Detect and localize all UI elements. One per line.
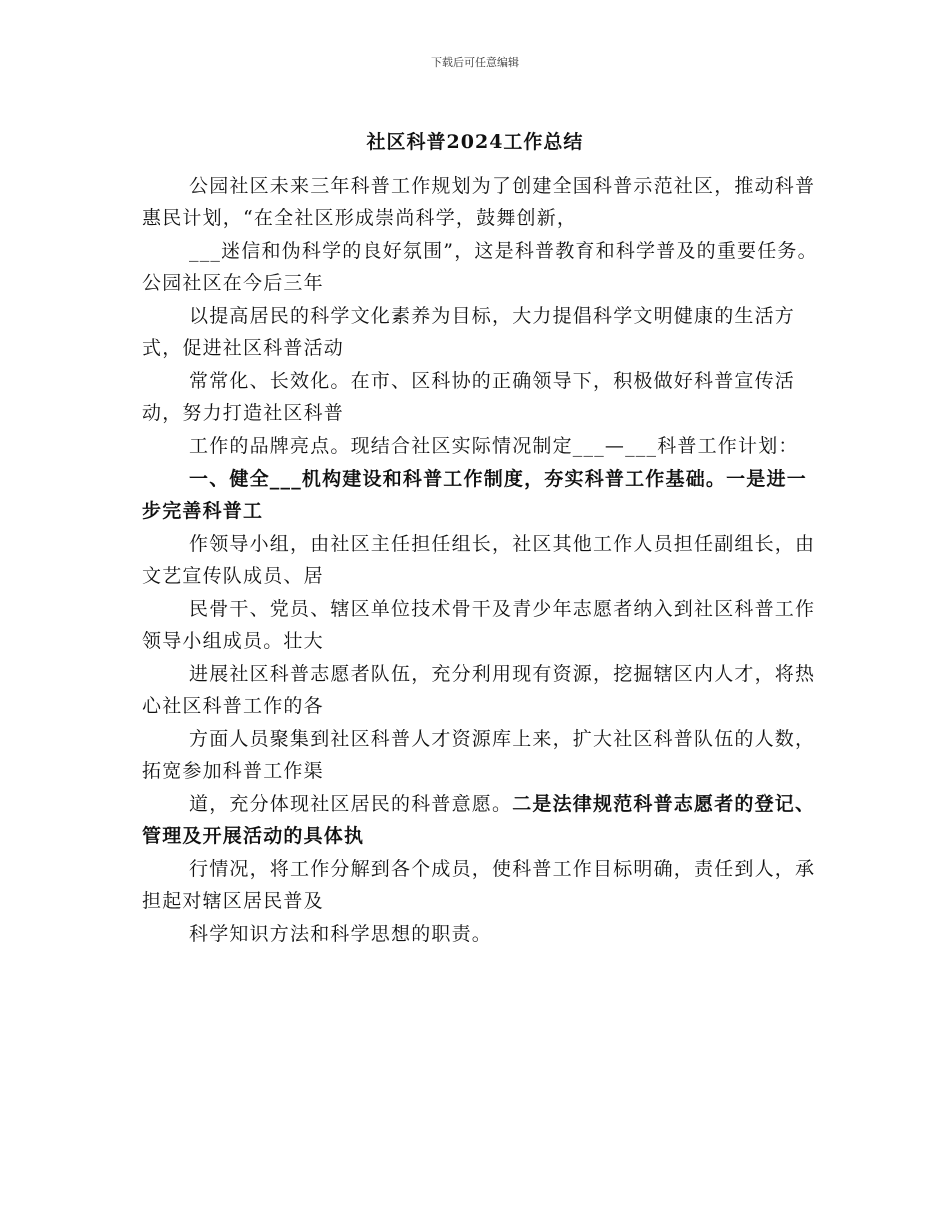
paragraph-mixed [142,788,822,852]
paragraph-text: 道，充分体现社区居民的科普意愿。 [189,793,513,815]
paragraph: 进展社区科普志愿者队伍，充分利用现有资源，挖掘辖区内人才，将热心社区科普工作的各 [142,663,816,717]
section-heading: 一、健全___机构建设和科普工作制度，夯实科普工作基础。一是进一步完善科普工 [142,468,807,522]
paragraph: 常常化、长效化。在市、区科协的正确领导下，积极做好科普宣传活动，努力打造社区科普 [142,370,796,424]
header-note: 下载后可任意编辑 [431,56,519,69]
document-title: 社区科普2024工作总结 [366,131,584,153]
paragraph: 行情况，将工作分解到各个成员，使科普工作目标明确，责任到人，承担起对辖区居民普及 [142,858,816,912]
paragraph: 科学知识方法和科学思想的职责。 [189,923,493,945]
paragraph: 方面人员聚集到社区科普人才资源库上来，扩大社区科普队伍的人数，拓宽参加科普工作渠 [142,728,816,782]
paragraph: ___迷信和伪科学的良好氛围”，这是科普教育和科学普及的重要任务。公园社区在今后三年 [142,240,818,294]
bold-phrase: 二是法律规范科普志愿者的登记、管理及开展活动的具体执 [142,793,816,847]
paragraph: 公园社区未来三年科普工作规划为了创建全国科普示范社区，推动科普惠民计划，“在全社区形成崇尚科学，鼓舞创新， [142,175,816,229]
paragraph: 以提高居民的科学文化素养为目标，大力提倡科学文明健康的生活方式，促进社区科普活动 [142,305,796,359]
document-body [142,170,822,951]
paragraph: 民骨干、党员、辖区单位技术骨干及青少年志愿者纳入到社区科普工作领导小组成员。壮大 [142,598,816,652]
paragraph: 工作的品牌亮点。现结合社区实际情况制定___—___科普工作计划： [189,435,799,457]
paragraph: 作领导小组，由社区主任担任组长，社区其他工作人员担任副组长，由文艺宣传队成员、居 [142,533,816,587]
